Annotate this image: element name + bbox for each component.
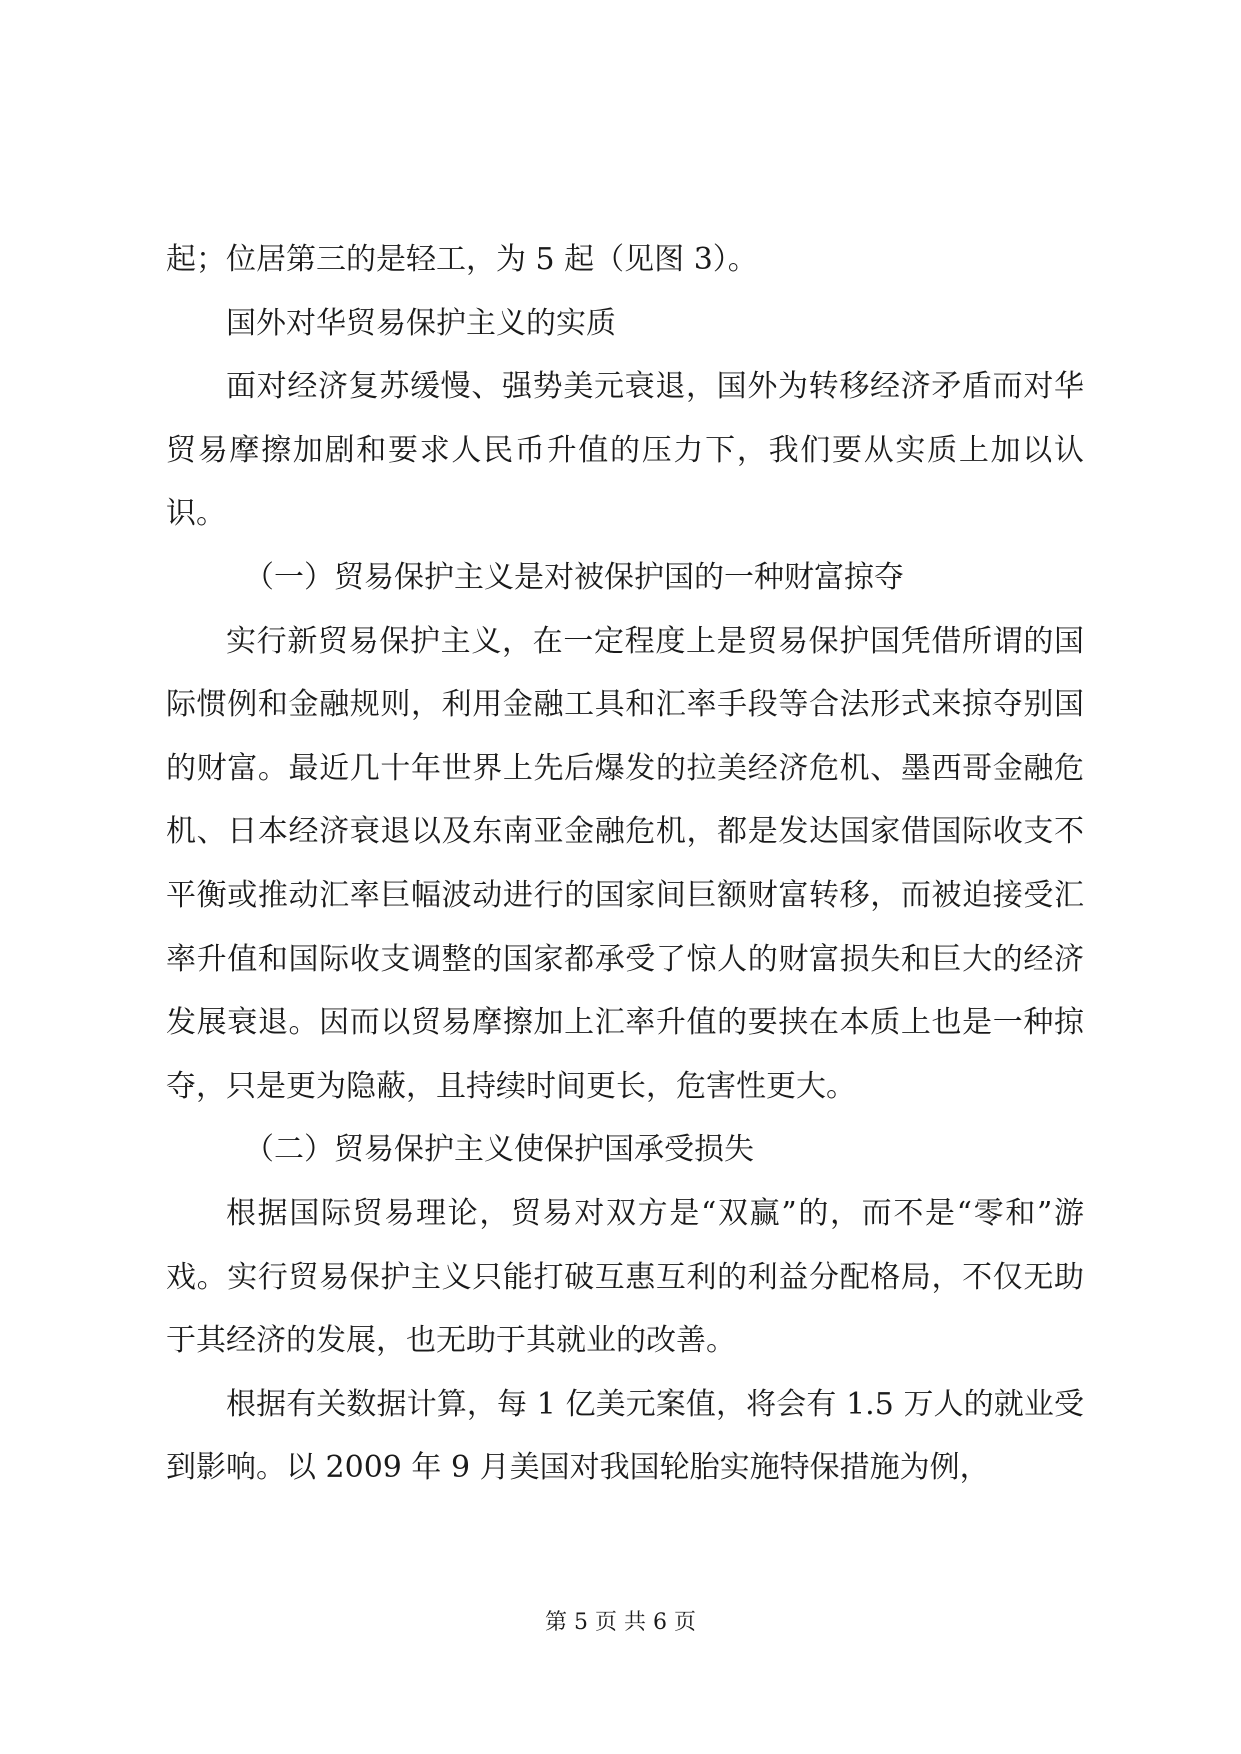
body-text <box>166 228 1084 1500</box>
paragraph-section-2b: 根据有关数据计算，每 1 亿美元案值，将会有 1.5 万人的就业受到影响。以 2009 年 9 月美国对我国轮胎实施特保措施为例， <box>166 1386 1084 1486</box>
paragraph-section-2a: 根据国际贸易理论，贸易对双方是“双赢”的，而不是“零和”游戏。实行贸易保护主义只能打破互惠互利的利益分配格局，不仅无助于其经济的发展，也无助于其就业的改善。 <box>166 1195 1084 1359</box>
subsection-heading-2: （二）贸易保护主义使保护国承受损失 <box>244 1132 754 1168</box>
page-footer: 第 5 页 共 6 页 <box>545 1610 696 1635</box>
paragraph-continuation: 起；位居第三的是轻工，为 5 起（见图 3）。 <box>166 242 758 277</box>
paragraph-intro: 面对经济复苏缓慢、强势美元衰退，国外为转移经济矛盾而对华贸易摩擦加剧和要求人民币升值的压力下，我们要从实质上加以认识。 <box>166 369 1084 532</box>
subsection-heading-1: （一）贸易保护主义是对被保护国的一种财富掠夺 <box>244 559 904 595</box>
paragraph-section-1: 实行新贸易保护主义，在一定程度上是贸易保护国凭借所谓的国际惯例和金融规则，利用金融工具和汇率手段等合法形式来掠夺别国的财富。最近几十年世界上先后爆发的拉美经济危机、墨西哥金融危机、日本经济衰退以及东南亚金融危机，都是发达国家借国际收支不平衡或推动汇率巨幅波动进行的国家间巨额财富转移，而被迫接受汇率升值和国际收支调整的国家都承受了惊人的财富损失和巨大的经济发展衰退。因而以贸易摩擦加上汇率升值的要挟在本质上也是一种掠夺，只是更为隐蔽，且持续时间更长，危害性更大。 <box>166 623 1084 1104</box>
section-heading-main: 国外对华贸易保护主义的实质 <box>226 305 616 341</box>
